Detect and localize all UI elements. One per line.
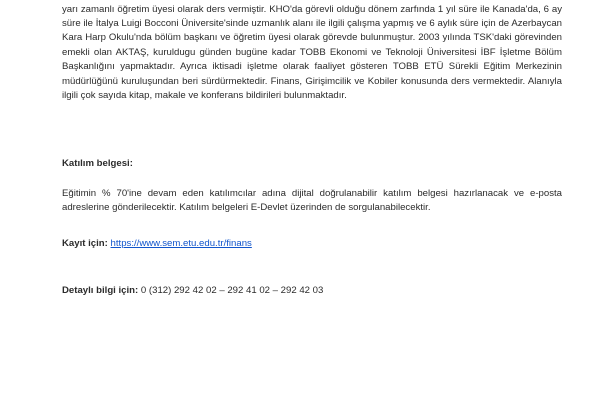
biography-paragraph: yarı zamanlı öğretim üyesi olarak ders vermiştir. KHO'da görevli olduğu dönem zarfında 1 yıl süre ile Kanada'da, 6 ay süre ile İtalya Luigi Bocconi Üniversite'sinde uzmanlık alanı ile ilgili çalışma yapmış ve 6 aylık süre için de Azerbaycan Kara Harp Okulu'nda bölüm başkanı ve öğretim üyesi olarak görevde bulunmuştur. 2003 yılında TSK'daki görevinden emekli olan AKTAŞ, kuruldugu günden bugüne kadar TOBB Ekonomi ve Teknoloji Üniversitesi İBF İşletme Bölüm Başkanlığını yapmaktadır. Ayrıca iktisadi işletme olarak faaliyet gösteren TOBB ETÜ Sürekli Eğitim Merkezinin müdürlüğünü kuruluşundan beri sürdürmektedir. Finans, Girişimcilik ve Kobiler konusunda ders vermektedir. Alanıyla ilgili çok sayıda kitap, makale ve konferans bildirileri bulunmaktadır. — [62, 3, 562, 102]
contact-line — [62, 284, 323, 298]
certificate-heading: Katılım belgesi: — [62, 158, 133, 169]
registration-label: Kayıt için: — [62, 238, 108, 249]
registration-link[interactable]: https://www.sem.etu.edu.tr/finans — [110, 238, 252, 249]
contact-label: Detaylı bilgi için: — [62, 285, 139, 296]
contact-phones: 0 (312) 292 42 02 – 292 41 02 – 292 42 03 — [140, 285, 324, 296]
certificate-paragraph: Eğitimin % 70'ine devam eden katılımcılar adına dijital doğrulanabilir katılım belgesi hazırlanacak ve e-posta adreslerine gönderilecektir. Katılım belgeleri E-Devlet üzerinden de sorgulanabilecektir. — [62, 187, 562, 213]
registration-line — [62, 237, 252, 251]
